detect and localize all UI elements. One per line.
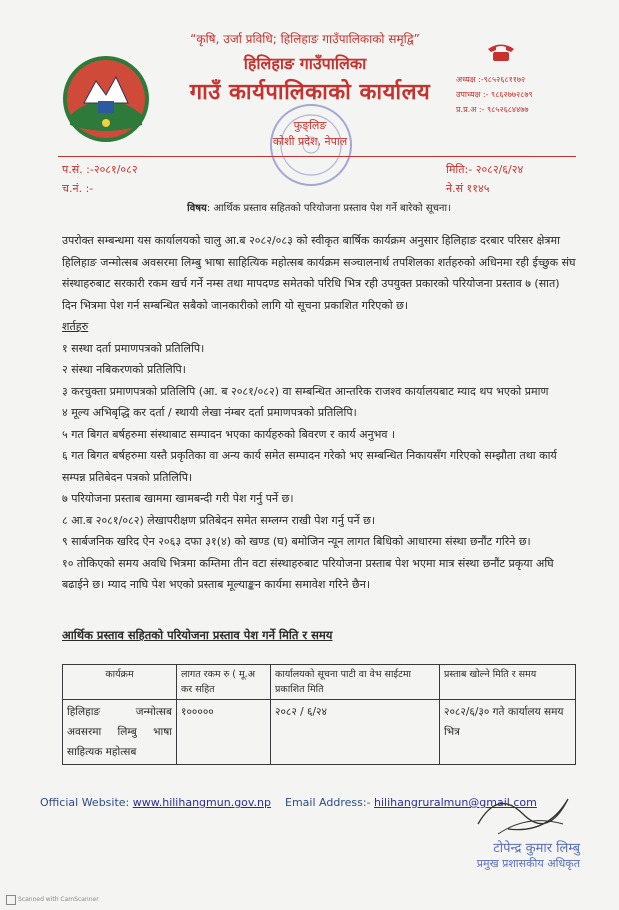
header-divider [58, 156, 576, 157]
header-cost: लागत रकम रु ( मू.अ कर सहित [177, 665, 271, 700]
dispatch-number: च.नं. :- [62, 182, 94, 195]
email-label: Email Address:- [285, 796, 371, 809]
signatory-title: प्रमुख प्रशासकीय अधिकृत [476, 857, 580, 870]
subject-line [62, 200, 576, 214]
website-label: Official Website: [40, 796, 130, 809]
address-line2: कोशी प्रदेश, नेपाल [272, 135, 348, 148]
condition-item: ४ मूल्य अभिबृद्धि कर दर्ता / स्थायी लेखा नंम्बर दर्ता प्रमाणपत्रको प्रतिलिपि। [62, 406, 357, 419]
condition-item: ८ आ.ब २०८१/०८२) लेखापरीक्षण प्रतिबेदन समेत सम्लग्न राखी पेश गर्नु पर्ने छ। [62, 513, 376, 527]
condition-item: २ संस्था नबिकरणको प्रतिलिपि। [62, 363, 186, 376]
municipality-name: हिलिहाङ गाउँपालिका [243, 54, 367, 73]
header-published-date: कार्यालयको सूचना पाटी वा वेभ साईटमा प्रकाशित मिति [271, 665, 440, 700]
phone-cao: प्र.प्र.अ :- ९८५२६८४४७७ [456, 105, 529, 114]
cell-opening-date: २०८२/६/३० गते कार्यालय समय भित्र [440, 700, 576, 765]
table-header-row [63, 665, 576, 700]
header-program: कार्यक्रम [63, 665, 177, 700]
telephone-icon [486, 40, 516, 62]
subject-text: : आर्थिक प्रस्ताव सहितको परियोजना प्रस्ताव पेश गर्ने बारेको सूचना। [206, 203, 451, 214]
notice-body [62, 230, 576, 596]
subject-label: विषय [187, 203, 207, 214]
email-link[interactable]: hilihangruralmun@gmail.com [374, 796, 537, 809]
scanner-watermark: Scanned with CamScanner [18, 896, 99, 903]
signatory-name: टोपेन्द्र कुमार लिम्बु [493, 841, 580, 856]
reference-block [62, 160, 138, 198]
nepal-sambat-date: ने.सं ११४५ [446, 182, 490, 195]
motto: “कृषि, उर्जा प्रविधि; हिलिहाङ गाउँपालिकाको समृद्वि” [190, 32, 420, 46]
condition-item: ७ परियोजना प्रस्ताब खाममा खामबन्दी गरी पेश गर्नु पर्ने छ। [62, 492, 294, 505]
schedule-title: आर्थिक प्रस्ताव सहितको परियोजना प्रस्ताव पेश गर्ने मिति र समय [62, 628, 333, 642]
notice-paragraph: उपरोक्त सम्बन्धमा यस कार्यालयको चालु आ.ब २०८२/०८३ को स्वीकृत बार्षिक कार्यक्रम अनुसार हिलिहाङ दरबार परिसर क्षेत्रमा हिलिहाङ जन्मोत्सब अवसरमा लिम्बु भाषा साहित्यिक महोत्सब कार्यक्रम सञ्चालनार्थ तपशिलका शर्तहरुको अधिनमा रही ईच्छुक संघ संस्थाहरुबाट सरकारी रकम खर्च गर्ने नम्स तथा मापदण्ड समेतको परिधि भित्र रही उपयुक्त प्रकारको परियोजना प्रस्ताव ७ (सात) दिन भित्रमा पेश गर्न सम्बन्धित सबैको जानकारीको लागि यो सूचना प्रकाशित गरिएको छ। [62, 234, 576, 312]
cell-published-date: २०८२ / ६/२४ [271, 700, 440, 765]
condition-item: १० तोकिएको समय अवधि भित्रमा कम्तिमा तीन वटा संस्थाहरुबाट परियोजना प्रस्ताब पेश भएमा मात्र संस्था छनौंट प्रकृया अघि बढाईने छ। म्याद नाघि पेश भएको प्रस्ताब मूल्याङ्कन कार्यमा समावेश गरिने छैन। [62, 556, 554, 591]
header-opening-date: प्रस्ताब खोल्ने मिति र समय [440, 665, 576, 700]
government-emblem-logo [62, 55, 150, 143]
condition-item: ३ करचुक्ता प्रमाणपत्रको प्रतिलिपि (आ. ब २०८१/०८२) वा सम्बन्धित आन्तरिक राजश्व कार्यालयबाट म्याद थप भएको प्रमाण [62, 384, 549, 398]
phone-chairman: अध्यक्ष :-९८५२६८११७२ [456, 75, 526, 84]
date: मिति:- २०८२/६/२४ [446, 163, 524, 176]
phone-list [456, 72, 606, 117]
condition-item: ९ सार्बजनिक खरिद ऐन २०६३ दफा ३१(४) को खण्ड (घ) बमोजिन न्यून लागत बिधिको आधारमा संस्था छनौंट गरिने छ। [62, 535, 531, 548]
reference-number: प.सं. :-२०८१/०८२ [62, 163, 138, 176]
condition-item: ६ गत बिगत बर्षहरुमा यस्तै प्रकृतिका वा अन्य कार्य समेत सम्पादन गरेको भए सम्बन्धित निकायसँग गरिएको सम्झौता तथा कार्य सम्पन्न प्रतिबेदन पत्रको प्रतिलिपि। [62, 449, 557, 484]
condition-item: १ सस्था दर्ता प्रमाणपत्रको प्रतिलिपि। [62, 341, 205, 355]
scanner-icon [6, 895, 16, 905]
website-link[interactable]: www.hilihangmun.gov.np [132, 796, 272, 809]
office-name: गाउँ कार्यपालिकाको कार्यालय [189, 80, 431, 105]
schedule-table [62, 664, 576, 765]
table-row [63, 700, 576, 765]
handwritten-signature [468, 784, 578, 844]
condition-item: ५ गत बिगत बर्षहरुमा संस्थाबाट सम्पादन भएका कार्यहरुको बिवरण र कार्य अनुभव । [62, 427, 396, 441]
cell-cost: १००००० [177, 700, 271, 765]
conditions-title: शर्तहरु [62, 320, 89, 333]
cell-program: हिलिहाङ जन्मोत्सब अवसरमा लिम्बु भाषा साहित्यक महोत्सब [63, 700, 177, 765]
date-block [446, 160, 523, 198]
address-line1: फुङ्लिङ [293, 119, 327, 132]
phone-vice-chairman: उपाध्यक्ष :- ९८६२७७२८७९ [456, 90, 533, 99]
